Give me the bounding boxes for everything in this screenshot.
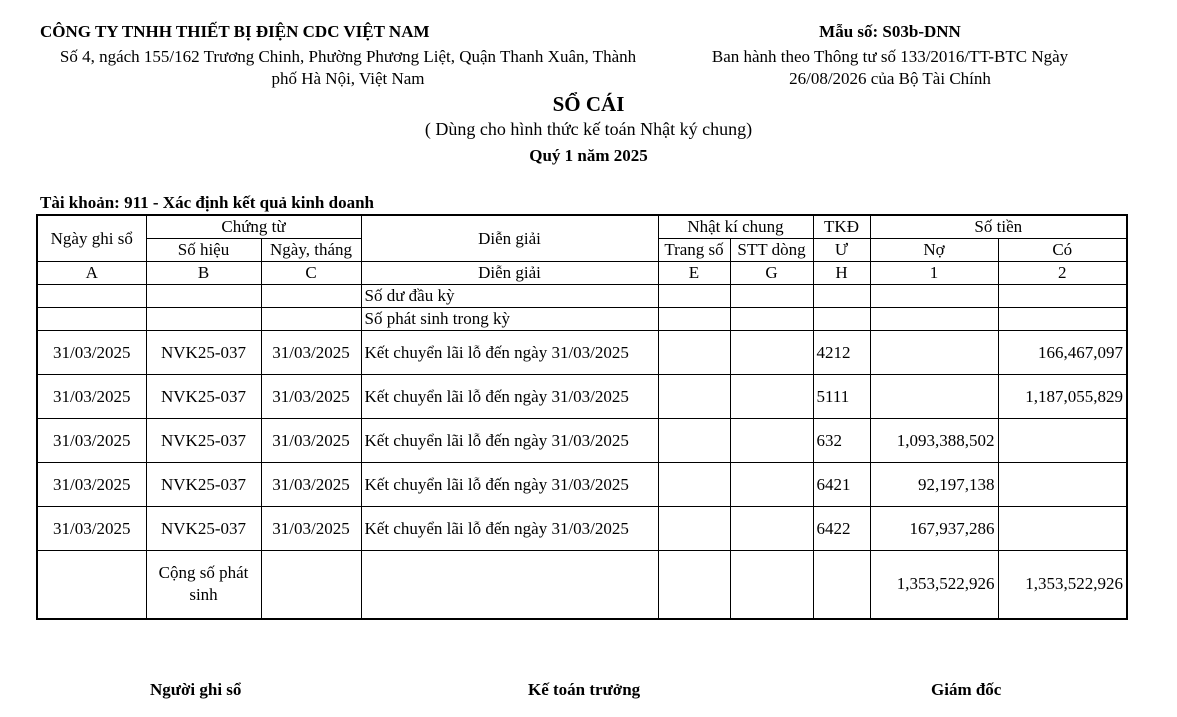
- row-line: [730, 463, 813, 507]
- row-debit: 92,197,138: [870, 463, 998, 507]
- header-ngay-ghi-so: Ngày ghi sổ: [37, 215, 146, 262]
- period-activity-row: [37, 308, 1127, 331]
- row-contra-account: 632: [813, 419, 870, 463]
- header-chung-tu: Chứng từ: [146, 215, 361, 239]
- ledger-subtitle: ( Dùng cho hình thức kế toán Nhật ký chung): [424, 119, 753, 139]
- total-row: [37, 551, 1127, 619]
- total-credit: 1,353,522,926: [998, 551, 1127, 619]
- row-description: Kết chuyển lãi lỗ đến ngày 31/03/2025: [361, 463, 658, 507]
- header-row-1: [37, 215, 1127, 239]
- row-line: [730, 375, 813, 419]
- row-credit: [998, 463, 1127, 507]
- row-doc-date: 31/03/2025: [261, 375, 361, 419]
- row-page: [658, 463, 730, 507]
- total-label: Cộng số phát sinh: [146, 551, 261, 619]
- ledger-title: SỔ CÁI: [552, 92, 625, 116]
- row-page: [658, 419, 730, 463]
- header-so-hieu: Số hiệu: [146, 239, 261, 262]
- code-cell: E: [658, 262, 730, 285]
- code-cell: Diễn giải: [361, 262, 658, 285]
- code-cell: 2: [998, 262, 1127, 285]
- form-note-line1: Ban hành theo Thông tư số 133/2016/TT-BTC Ngày: [711, 47, 1069, 66]
- row-line: [730, 419, 813, 463]
- total-debit: 1,353,522,926: [870, 551, 998, 619]
- header-ngay-thang: Ngày, tháng: [261, 239, 361, 262]
- header-co: Có: [998, 239, 1127, 262]
- row-date: 31/03/2025: [37, 375, 146, 419]
- row-contra-account: 6422: [813, 507, 870, 551]
- table-row: [37, 331, 1127, 375]
- company-address: [38, 46, 658, 90]
- row-doc-date: 31/03/2025: [261, 331, 361, 375]
- row-description: Kết chuyển lãi lỗ đến ngày 31/03/2025: [361, 331, 658, 375]
- header-tkdu-top: TKĐ: [813, 215, 870, 239]
- header-trang-so: Trang số: [658, 239, 730, 262]
- row-date: 31/03/2025: [37, 463, 146, 507]
- row-credit: 1,187,055,829: [998, 375, 1127, 419]
- header-so-tien: Số tiền: [870, 215, 1127, 239]
- code-row: [37, 262, 1127, 285]
- row-debit: 1,093,388,502: [870, 419, 998, 463]
- period-activity-label: Số phát sinh trong kỳ: [361, 308, 658, 331]
- code-cell: A: [37, 262, 146, 285]
- ledger-period: Quý 1 năm 2025: [529, 146, 648, 165]
- row-description: Kết chuyển lãi lỗ đến ngày 31/03/2025: [361, 419, 658, 463]
- row-doc-no: NVK25-037: [146, 375, 261, 419]
- code-cell: H: [813, 262, 870, 285]
- header-tkdu-bottom: Ư: [813, 239, 870, 262]
- company-address-line1: Số 4, ngách 155/162 Trương Chinh, Phường Phương Liệt, Quận Thanh Xuân, Thành: [59, 47, 637, 66]
- row-debit: 167,937,286: [870, 507, 998, 551]
- row-page: [658, 375, 730, 419]
- table-row: [37, 419, 1127, 463]
- code-cell: C: [261, 262, 361, 285]
- row-page: [658, 331, 730, 375]
- header-no: Nợ: [870, 239, 998, 262]
- ledger-table: [36, 214, 1128, 620]
- row-description: Kết chuyển lãi lỗ đến ngày 31/03/2025: [361, 507, 658, 551]
- company-name: CÔNG TY TNHH THIẾT BỊ ĐIỆN CDC VIỆT NAM: [40, 22, 430, 41]
- row-contra-account: 4212: [813, 331, 870, 375]
- account-label: Tài khoản: 911 - Xác định kết quả kinh doanh: [40, 193, 374, 212]
- code-cell: 1: [870, 262, 998, 285]
- signature-chief-accountant: Kế toán trưởng: [528, 680, 641, 699]
- form-code: Mẫu số: S03b-DNN: [819, 22, 961, 41]
- row-credit: 166,467,097: [998, 331, 1127, 375]
- row-doc-no: NVK25-037: [146, 331, 261, 375]
- row-doc-date: 31/03/2025: [261, 507, 361, 551]
- opening-balance-label: Số dư đầu kỳ: [361, 285, 658, 308]
- row-line: [730, 331, 813, 375]
- row-date: 31/03/2025: [37, 419, 146, 463]
- row-contra-account: 6421: [813, 463, 870, 507]
- row-credit: [998, 507, 1127, 551]
- row-description: Kết chuyển lãi lỗ đến ngày 31/03/2025: [361, 375, 658, 419]
- row-debit: [870, 331, 998, 375]
- row-doc-no: NVK25-037: [146, 507, 261, 551]
- opening-balance-row: [37, 285, 1127, 308]
- row-debit: [870, 375, 998, 419]
- table-row: [37, 375, 1127, 419]
- row-line: [730, 507, 813, 551]
- signature-recorder: Người ghi sổ: [150, 680, 242, 699]
- code-cell: G: [730, 262, 813, 285]
- table-row: [37, 507, 1127, 551]
- company-address-line2: phố Hà Nội, Việt Nam: [271, 69, 425, 88]
- header-nhat-ki-chung: Nhật kí chung: [658, 215, 813, 239]
- row-date: 31/03/2025: [37, 331, 146, 375]
- row-date: 31/03/2025: [37, 507, 146, 551]
- row-doc-date: 31/03/2025: [261, 463, 361, 507]
- row-doc-no: NVK25-037: [146, 419, 261, 463]
- header-stt-dong: STT dòng: [730, 239, 813, 262]
- form-note-line2: 26/08/2026 của Bộ Tài Chính: [789, 69, 991, 88]
- row-doc-no: NVK25-037: [146, 463, 261, 507]
- row-doc-date: 31/03/2025: [261, 419, 361, 463]
- table-row: [37, 463, 1127, 507]
- header-dien-giai: Diễn giải: [361, 215, 658, 262]
- row-page: [658, 507, 730, 551]
- row-contra-account: 5111: [813, 375, 870, 419]
- signature-director: Giám đốc: [931, 680, 1002, 699]
- code-cell: B: [146, 262, 261, 285]
- form-regulation-note: [700, 46, 1080, 90]
- row-credit: [998, 419, 1127, 463]
